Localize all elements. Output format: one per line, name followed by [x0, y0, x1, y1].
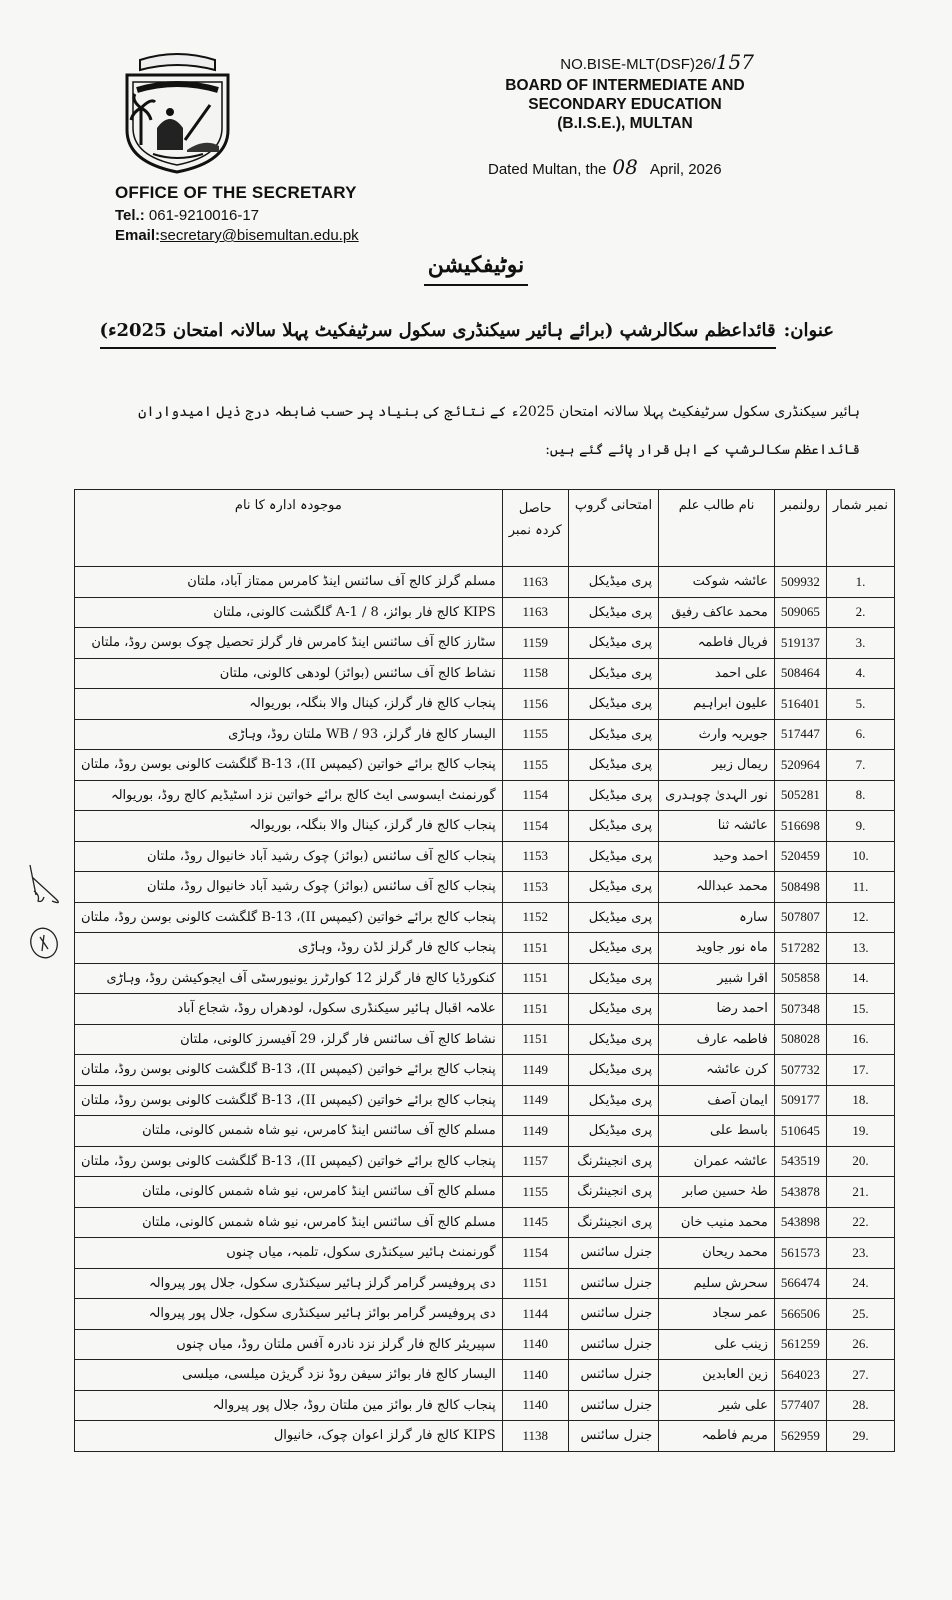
marks-cell: 1155: [502, 719, 568, 750]
table-row: [75, 567, 895, 598]
scholarship-table: [74, 489, 895, 1452]
exam-group-cell: پری انجینئرنگ: [568, 1207, 658, 1238]
roll-number-cell: 516401: [774, 689, 826, 720]
exam-group-cell: پری میڈیکل: [568, 628, 658, 659]
exam-group-cell: پری میڈیکل: [568, 1116, 658, 1147]
student-name-cell: ریمال زبیر: [659, 750, 775, 781]
serial-cell: 11.: [826, 872, 894, 903]
marks-cell: 1140: [502, 1329, 568, 1360]
exam-group-cell: جنرل سائنس: [568, 1329, 658, 1360]
student-name-cell: طہٰ حسین صابر: [659, 1177, 775, 1208]
marks-cell: 1140: [502, 1360, 568, 1391]
table-row: [75, 628, 895, 659]
table-row: [75, 1268, 895, 1299]
roll-number-cell: 520459: [774, 841, 826, 872]
table-header-row: [75, 490, 895, 567]
institution-cell: پنجاب کالج برائے خواتین (کیمپس II)، B-13 گلگشت کالونی بوسن روڈ، ملتان: [75, 1085, 503, 1116]
subject-label: عنوان:: [783, 320, 834, 341]
serial-cell: 26.: [826, 1329, 894, 1360]
student-name-cell: ماہ نور جاوید: [659, 933, 775, 964]
email: Email:secretary@bisemultan.edu.pk: [115, 227, 359, 244]
handwritten-day: 08: [612, 155, 638, 179]
roll-number-cell: 510645: [774, 1116, 826, 1147]
table-row: [75, 872, 895, 903]
marks-cell: 1144: [502, 1299, 568, 1330]
exam-group-cell: پری میڈیکل: [568, 811, 658, 842]
roll-number-cell: 508498: [774, 872, 826, 903]
exam-group-cell: پری میڈیکل: [568, 872, 658, 903]
institution-cell: پنجاب کالج فار گرلز، کینال والا بنگلہ، بوریوالہ: [75, 689, 503, 720]
roll-number-cell: 564023: [774, 1360, 826, 1391]
marks-cell: 1158: [502, 658, 568, 689]
serial-cell: 20.: [826, 1146, 894, 1177]
roll-number-cell: 508028: [774, 1024, 826, 1055]
subject-text: قائداعظم سکالرشپ (برائے ہائیر سیکنڈری سکول سرٹیفکیٹ پہلا سالانہ امتحان 2025ء): [100, 320, 776, 349]
institution-cell: پنجاب کالج برائے خواتین (کیمپس II)، B-13 گلگشت کالونی بوسن روڈ، ملتان: [75, 902, 503, 933]
student-name-cell: جویریہ وارث: [659, 719, 775, 750]
serial-cell: 4.: [826, 658, 894, 689]
marks-cell: 1151: [502, 1024, 568, 1055]
marks-cell: 1149: [502, 1085, 568, 1116]
roll-number-cell: 520964: [774, 750, 826, 781]
roll-number-cell: 507348: [774, 994, 826, 1025]
student-name-cell: عائشہ ثنا: [659, 811, 775, 842]
roll-number-cell: 517282: [774, 933, 826, 964]
student-name-cell: محمد عاکف رفیق: [659, 597, 775, 628]
marks-cell: 1138: [502, 1421, 568, 1452]
exam-group-cell: پری میڈیکل: [568, 689, 658, 720]
roll-number-cell: 566506: [774, 1299, 826, 1330]
student-name-cell: ایمان آصف: [659, 1085, 775, 1116]
header-serial: نمبر شمار: [826, 490, 894, 567]
marks-cell: 1153: [502, 841, 568, 872]
student-name-cell: احمد وحید: [659, 841, 775, 872]
institution-cell: مسلم کالج آف سائنس اینڈ کامرس، نیو شاہ شمس کالونی، ملتان: [75, 1116, 503, 1147]
student-name-cell: فریال فاطمہ: [659, 628, 775, 659]
serial-cell: 29.: [826, 1421, 894, 1452]
table-row: [75, 1207, 895, 1238]
student-name-cell: محمد عبداللہ: [659, 872, 775, 903]
exam-group-cell: پری میڈیکل: [568, 780, 658, 811]
exam-group-cell: پری میڈیکل: [568, 750, 658, 781]
student-name-cell: زینب علی: [659, 1329, 775, 1360]
table-row: [75, 1024, 895, 1055]
student-name-cell: عائشہ شوکت: [659, 567, 775, 598]
roll-number-cell: 577407: [774, 1390, 826, 1421]
institution-cell: نشاط کالج آف سائنس فار گرلز، 29 آفیسرز کالونی، ملتان: [75, 1024, 503, 1055]
exam-group-cell: پری میڈیکل: [568, 567, 658, 598]
marks-cell: 1151: [502, 994, 568, 1025]
roll-number-cell: 507807: [774, 902, 826, 933]
student-name-cell: مریم فاطمہ: [659, 1421, 775, 1452]
table-row: [75, 750, 895, 781]
roll-number-cell: 543519: [774, 1146, 826, 1177]
serial-cell: 28.: [826, 1390, 894, 1421]
serial-cell: 6.: [826, 719, 894, 750]
institution-cell: سٹارز کالج آف سائنس اینڈ کامرس فار گرلز تحصیل چوک بوسن روڈ، ملتان: [75, 628, 503, 659]
table-row: [75, 933, 895, 964]
institution-cell: علامہ اقبال ہائیر سیکنڈری سکول، لودھراں روڈ، شجاع آباد: [75, 994, 503, 1025]
roll-number-cell: 509177: [774, 1085, 826, 1116]
roll-number-cell: 561259: [774, 1329, 826, 1360]
marks-cell: 1156: [502, 689, 568, 720]
header-exam-group: امتحانی گروپ: [568, 490, 658, 567]
table-row: [75, 1085, 895, 1116]
roll-number-cell: 566474: [774, 1268, 826, 1299]
header-institution: موجودہ ادارہ کا نام: [75, 490, 503, 567]
marks-cell: 1151: [502, 1268, 568, 1299]
serial-cell: 21.: [826, 1177, 894, 1208]
roll-number-cell: 543898: [774, 1207, 826, 1238]
reference-number: NO.BISE-MLT(DSF)26/157: [560, 50, 754, 74]
office-contact-block: [115, 183, 359, 244]
office-title: OFFICE OF THE SECRETARY: [115, 183, 357, 202]
table-row: [75, 1360, 895, 1391]
table-row: [75, 994, 895, 1025]
institution-cell: مسلم گرلز کالج آف سائنس اینڈ کامرس ممتاز آباد، ملتان: [75, 567, 503, 598]
institution-cell: پنجاب کالج آف سائنس (بوائز) چوک رشید آباد خانیوال روڈ، ملتان: [75, 872, 503, 903]
roll-number-cell: 505858: [774, 963, 826, 994]
institution-cell: گورنمنٹ ایسوسی ایٹ کالج برائے خواتین نزد اسٹیڈیم کالج روڈ، بوریوالہ: [75, 780, 503, 811]
marks-cell: 1152: [502, 902, 568, 933]
table-row: [75, 1238, 895, 1269]
institution-cell: مسلم کالج آف سائنس اینڈ کامرس، نیو شاہ شمس کالونی، ملتان: [75, 1177, 503, 1208]
institution-cell: دی پروفیسر گرامر بوائز ہائیر سیکنڈری سکول، جلال پور پیروالہ: [75, 1299, 503, 1330]
exam-group-cell: جنرل سائنس: [568, 1238, 658, 1269]
intro-paragraph: ہائیر سیکنڈری سکول سرٹیفکیٹ پہلا سالانہ امتحان 2025ء کے نتائج کی بنیاد پر حسب ضابطہ درج ذیل امیدواران قائداعظم سکالرشپ کے اہل قرار پائے گئے ہیں:: [138, 404, 860, 458]
board-name: BOARD OF INTERMEDIATE AND SECONDARY EDUCATION (B.I.S.E.), MULTAN: [505, 77, 745, 132]
serial-cell: 3.: [826, 628, 894, 659]
serial-cell: 10.: [826, 841, 894, 872]
exam-group-cell: پری میڈیکل: [568, 994, 658, 1025]
table-row: [75, 1055, 895, 1086]
serial-cell: 25.: [826, 1299, 894, 1330]
table-row: [75, 1177, 895, 1208]
exam-group-cell: جنرل سائنس: [568, 1360, 658, 1391]
reference-block: [490, 50, 760, 133]
institution-cell: پنجاب کالج فار بوائز مین ملتان روڈ، جلال پور پیروالہ: [75, 1390, 503, 1421]
reference-handwritten-number: 157: [715, 50, 754, 74]
serial-cell: 23.: [826, 1238, 894, 1269]
roll-number-cell: 561573: [774, 1238, 826, 1269]
exam-group-cell: پری میڈیکل: [568, 902, 658, 933]
telephone: Tel.: 061-9210016-17: [115, 207, 260, 224]
institution-cell: پنجاب کالج فار گرلز لڈن روڈ، وہاڑی: [75, 933, 503, 964]
exam-group-cell: جنرل سائنس: [568, 1421, 658, 1452]
table-row: [75, 1146, 895, 1177]
marks-cell: 1155: [502, 750, 568, 781]
student-name-cell: سارہ: [659, 902, 775, 933]
roll-number-cell: 505281: [774, 780, 826, 811]
bise-multan-crest-logo: [115, 50, 240, 175]
table-row: [75, 1116, 895, 1147]
exam-group-cell: پری میڈیکل: [568, 1085, 658, 1116]
institution-cell: KIPS کالج فار گرلز اعوان چوک، خانیوال: [75, 1421, 503, 1452]
institution-cell: الیسار کالج فار گرلز، WB / 93 ملتان روڈ، وہاڑی: [75, 719, 503, 750]
handwritten-margin-initials: [22, 855, 66, 965]
marks-cell: 1157: [502, 1146, 568, 1177]
marks-cell: 1140: [502, 1390, 568, 1421]
marks-cell: 1159: [502, 628, 568, 659]
email-link[interactable]: secretary@bisemultan.edu.pk: [160, 227, 359, 244]
table-row: [75, 963, 895, 994]
roll-number-cell: 509932: [774, 567, 826, 598]
exam-group-cell: پری میڈیکل: [568, 719, 658, 750]
table-row: [75, 719, 895, 750]
marks-cell: 1154: [502, 811, 568, 842]
table-row: [75, 1390, 895, 1421]
roll-number-cell: 519137: [774, 628, 826, 659]
exam-group-cell: پری میڈیکل: [568, 963, 658, 994]
student-name-cell: محمد منیب خان: [659, 1207, 775, 1238]
dated-line: Dated Multan, the 08 April, 2026: [488, 155, 722, 179]
roll-number-cell: 517447: [774, 719, 826, 750]
subject-line: [100, 320, 834, 341]
exam-group-cell: پری میڈیکل: [568, 658, 658, 689]
marks-cell: 1163: [502, 567, 568, 598]
table-row: [75, 811, 895, 842]
student-name-cell: نور الہدیٰ چوہدری: [659, 780, 775, 811]
exam-group-cell: پری میڈیکل: [568, 841, 658, 872]
exam-group-cell: جنرل سائنس: [568, 1390, 658, 1421]
marks-cell: 1154: [502, 1238, 568, 1269]
exam-group-cell: جنرل سائنس: [568, 1299, 658, 1330]
header-student-name: نام طالب علم: [659, 490, 775, 567]
serial-cell: 19.: [826, 1116, 894, 1147]
serial-cell: 24.: [826, 1268, 894, 1299]
exam-group-cell: پری انجینئرنگ: [568, 1177, 658, 1208]
institution-cell: دی پروفیسر گرامر گرلز ہائیر سیکنڈری سکول، جلال پور پیروالہ: [75, 1268, 503, 1299]
serial-cell: 7.: [826, 750, 894, 781]
notification-heading: نوٹیفکیشن: [0, 252, 952, 286]
marks-cell: 1153: [502, 872, 568, 903]
marks-cell: 1154: [502, 780, 568, 811]
student-name-cell: اقرا شبیر: [659, 963, 775, 994]
header-marks-obtained: حاصل کردہ نمبر: [502, 490, 568, 567]
serial-cell: 12.: [826, 902, 894, 933]
institution-cell: مسلم کالج آف سائنس اینڈ کامرس، نیو شاہ شمس کالونی، ملتان: [75, 1207, 503, 1238]
institution-cell: KIPS کالج فار بوائز، A-1 / 8 گلگشت کالونی، ملتان: [75, 597, 503, 628]
table-row: [75, 780, 895, 811]
serial-cell: 8.: [826, 780, 894, 811]
table-row: [75, 597, 895, 628]
student-name-cell: فاطمہ عارف: [659, 1024, 775, 1055]
serial-cell: 1.: [826, 567, 894, 598]
marks-cell: 1149: [502, 1055, 568, 1086]
table-row: [75, 689, 895, 720]
marks-cell: 1155: [502, 1177, 568, 1208]
student-name-cell: کرن عائشہ: [659, 1055, 775, 1086]
student-name-cell: علیون ابراہیم: [659, 689, 775, 720]
serial-cell: 13.: [826, 933, 894, 964]
exam-group-cell: پری انجینئرنگ: [568, 1146, 658, 1177]
serial-cell: 2.: [826, 597, 894, 628]
institution-cell: سپیریئر کالج فار گرلز نزد نادرہ آفس ملتان روڈ، میاں چنوں: [75, 1329, 503, 1360]
student-name-cell: عائشہ عمران: [659, 1146, 775, 1177]
marks-cell: 1151: [502, 933, 568, 964]
student-name-cell: سحرش سلیم: [659, 1268, 775, 1299]
exam-group-cell: پری میڈیکل: [568, 933, 658, 964]
marks-cell: 1149: [502, 1116, 568, 1147]
institution-cell: گورنمنٹ ہائیر سیکنڈری سکول، تلمبہ، میاں چنوں: [75, 1238, 503, 1269]
header-roll-number: رولنمبر: [774, 490, 826, 567]
table-row: [75, 841, 895, 872]
institution-cell: پنجاب کالج آف سائنس (بوائز) چوک رشید آباد خانیوال روڈ، ملتان: [75, 841, 503, 872]
roll-number-cell: 543878: [774, 1177, 826, 1208]
roll-number-cell: 507732: [774, 1055, 826, 1086]
student-name-cell: علی شیر: [659, 1390, 775, 1421]
table-row: [75, 1299, 895, 1330]
table-row: [75, 902, 895, 933]
student-name-cell: باسط علی: [659, 1116, 775, 1147]
serial-cell: 14.: [826, 963, 894, 994]
serial-cell: 27.: [826, 1360, 894, 1391]
student-name-cell: زین العابدین: [659, 1360, 775, 1391]
institution-cell: پنجاب کالج برائے خواتین (کیمپس II)، B-13 گلگشت کالونی بوسن روڈ، ملتان: [75, 750, 503, 781]
table-row: [75, 1421, 895, 1452]
exam-group-cell: پری میڈیکل: [568, 1055, 658, 1086]
roll-number-cell: 508464: [774, 658, 826, 689]
student-name-cell: احمد رضا: [659, 994, 775, 1025]
serial-cell: 5.: [826, 689, 894, 720]
exam-group-cell: پری میڈیکل: [568, 597, 658, 628]
marks-cell: 1151: [502, 963, 568, 994]
institution-cell: الیسار کالج فار بوائز سیفن روڈ نزد گریژن میلسی، میلسی: [75, 1360, 503, 1391]
table-row: [75, 658, 895, 689]
institution-cell: پنجاب کالج برائے خواتین (کیمپس II)، B-13 گلگشت کالونی بوسن روڈ، ملتان: [75, 1055, 503, 1086]
serial-cell: 22.: [826, 1207, 894, 1238]
institution-cell: نشاط کالج آف سائنس (بوائز) لودھی کالونی، ملتان: [75, 658, 503, 689]
student-name-cell: علی احمد: [659, 658, 775, 689]
exam-group-cell: جنرل سائنس: [568, 1268, 658, 1299]
roll-number-cell: 562959: [774, 1421, 826, 1452]
institution-cell: پنجاب کالج فار گرلز، کینال والا بنگلہ، بوریوالہ: [75, 811, 503, 842]
roll-number-cell: 516698: [774, 811, 826, 842]
serial-cell: 15.: [826, 994, 894, 1025]
serial-cell: 9.: [826, 811, 894, 842]
student-name-cell: عمر سجاد: [659, 1299, 775, 1330]
serial-cell: 18.: [826, 1085, 894, 1116]
marks-cell: 1163: [502, 597, 568, 628]
marks-cell: 1145: [502, 1207, 568, 1238]
serial-cell: 16.: [826, 1024, 894, 1055]
student-name-cell: محمد ریحان: [659, 1238, 775, 1269]
table-row: [75, 1329, 895, 1360]
serial-cell: 17.: [826, 1055, 894, 1086]
roll-number-cell: 509065: [774, 597, 826, 628]
exam-group-cell: پری میڈیکل: [568, 1024, 658, 1055]
institution-cell: کنکورڈیا کالج فار گرلز 12 کوارٹرز یونیورسٹی آف ایجوکیشن روڈ، وہاڑی: [75, 963, 503, 994]
institution-cell: پنجاب کالج برائے خواتین (کیمپس II)، B-13 گلگشت کالونی بوسن روڈ، ملتان: [75, 1146, 503, 1177]
